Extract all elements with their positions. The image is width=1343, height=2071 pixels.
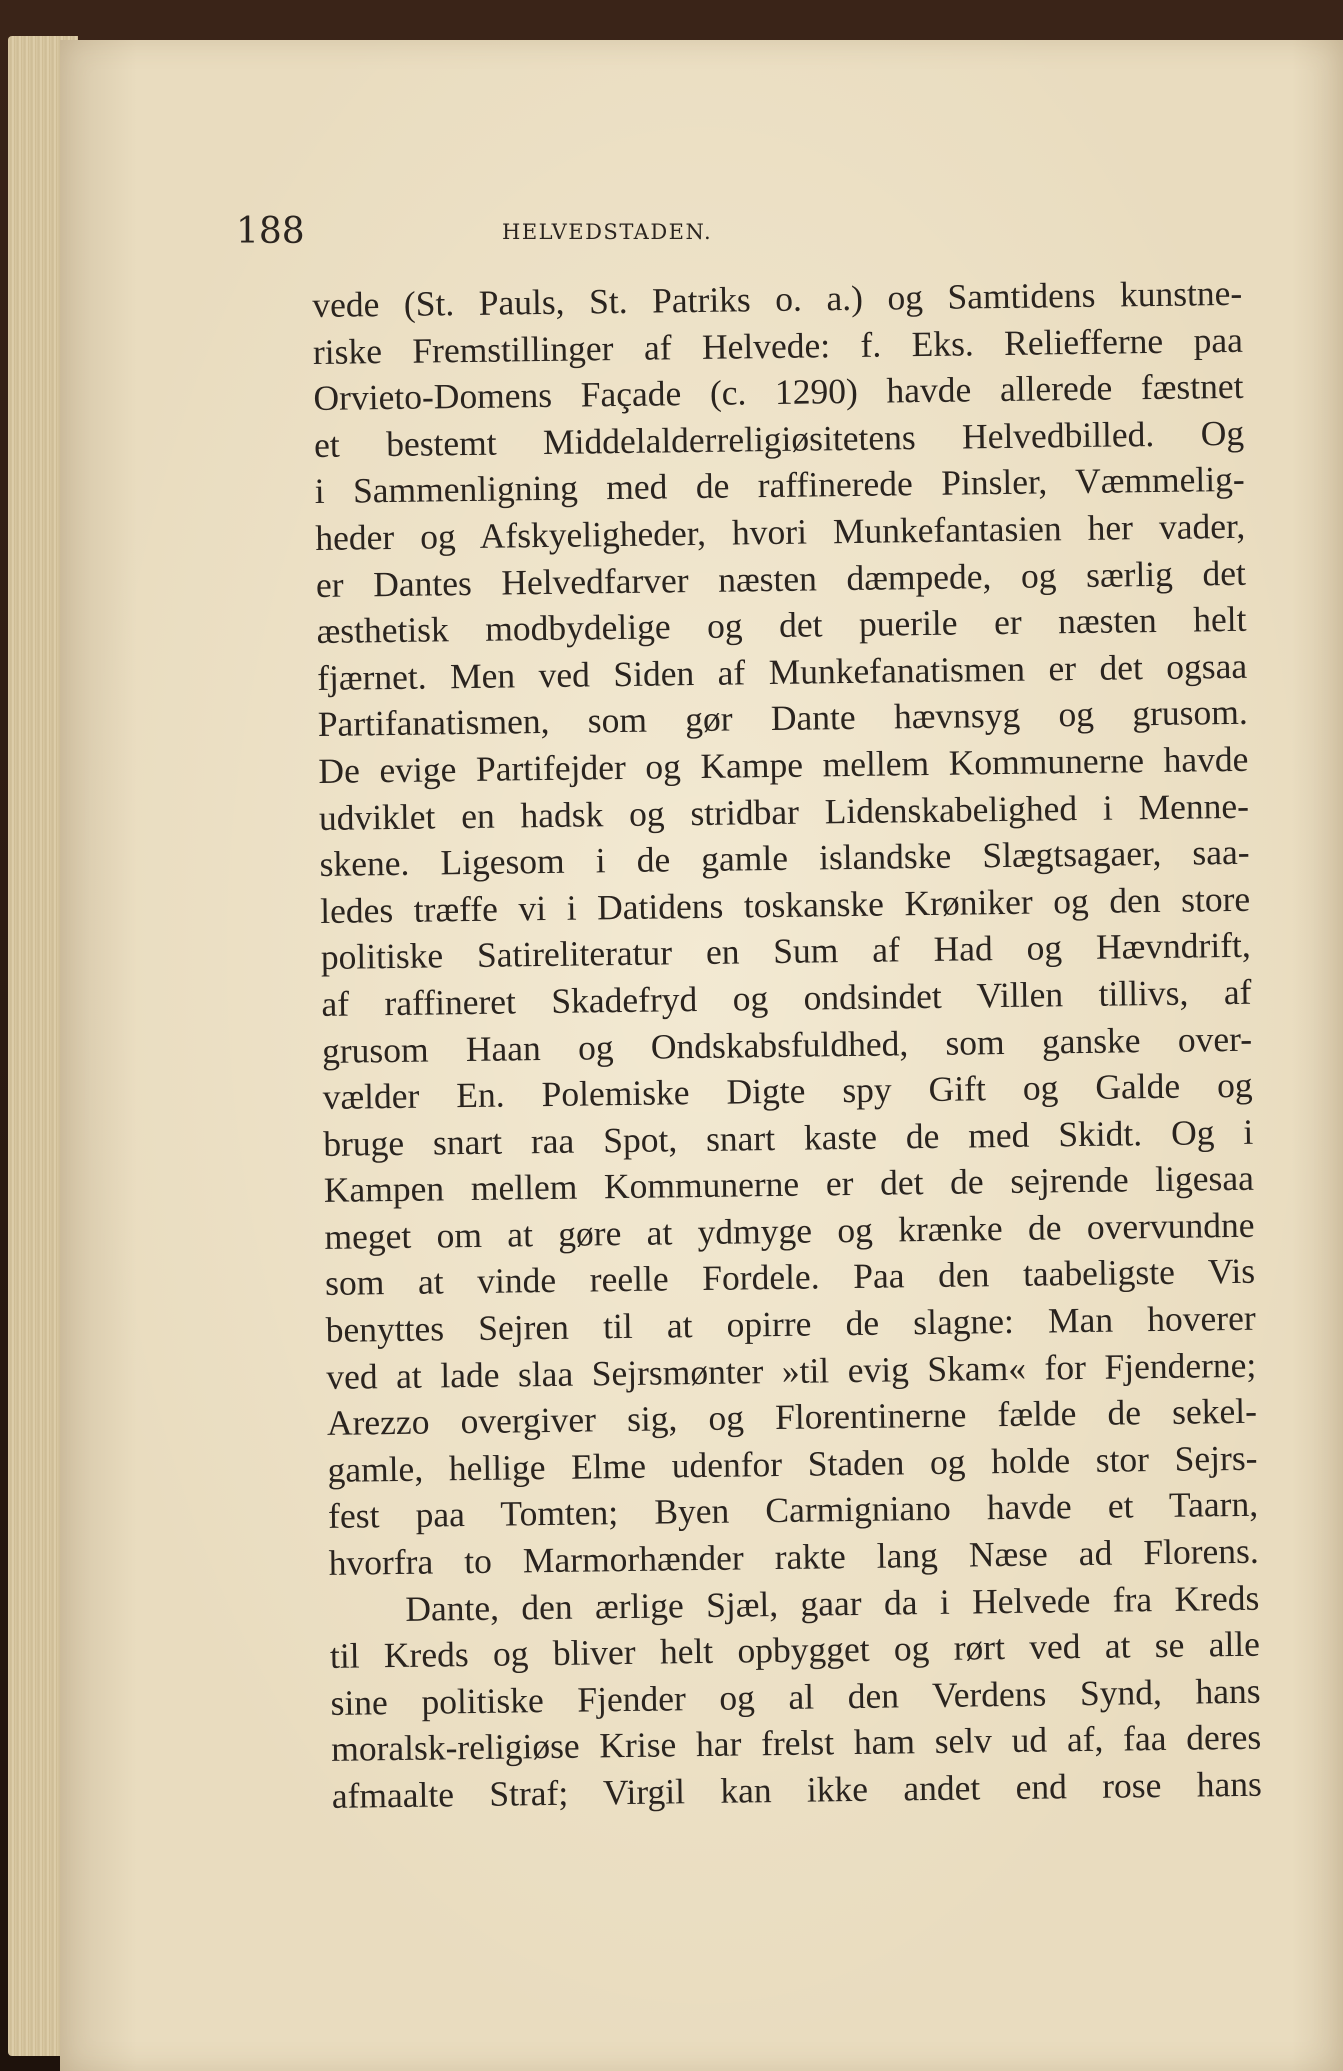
text-line: ledes træffe vi i Datidens toskanske Krøniker og den store [319, 878, 1251, 931]
text-line: bruge snart raa Spot, snart kaste de med Skidt. Og i [323, 1111, 1254, 1164]
text-line: af raffineret Skadefryd og ondsindet Villen tillivs, af [321, 971, 1252, 1024]
text-line: politiske Satireliteratur en Sum af Had og Hævndrift, [320, 925, 1252, 978]
text-line: meget om at gøre at ydmyge og krænke de overvundne [324, 1204, 1255, 1257]
running-head: HELVEDSTADEN. [502, 220, 713, 244]
text-line: et bestemt Middelalderreligiøsitetens Helvedbilled. Og [313, 412, 1245, 465]
text-line: vælder En. Polemiske Digte spy Gift og Galde og [322, 1064, 1253, 1118]
text-line: skene. Ligesom i de gamle islandske Slægtsagaer, saa- [319, 831, 1250, 885]
text-line: fest paa Tomten; Byen Carmigniano havde et Taarn, [327, 1484, 1259, 1537]
text-line: fjærnet. Men ved Siden af Munkefanatismen er det ogsaa [316, 645, 1248, 698]
text-line: riske Fremstillinger af Helvede: f. Eks. Reliefferne paa [312, 319, 1244, 372]
text-line: benyttes Sejren til at opirre de slagne: Man hoverer [325, 1297, 1256, 1350]
page-header [236, 208, 896, 256]
text-line: Kampen mellem Kommunerne er det de sejrende ligesaa [323, 1158, 1255, 1211]
text-line: vede (St. Pauls, St. Patriks o. a.) og Samtidens kunstne- [312, 272, 1243, 325]
page-number: 188 [236, 211, 305, 252]
text-line: i Sammenligning med de raffinerede Pinsler, Væmmelig- [314, 459, 1245, 512]
body-text [312, 270, 1262, 1820]
text-line: udviklet en hadsk og stridbar Lidenskabelighed i Menne- [318, 785, 1250, 838]
text-line: som at vinde reelle Fordele. Paa den taabeligste Vis [324, 1251, 1256, 1304]
text-line: moralsk-religiøse Krise har frelst ham selv ud af, faa deres [330, 1717, 1262, 1770]
text-line: Partifanatismen, som gør Dante hævnsyg og grusom. [317, 692, 1248, 745]
text-line: De evige Partifejder og Kampe mellem Kommunerne havde [318, 738, 1249, 791]
text-line: ved at lade slaa Sejrsmønter »til evig Skam« for Fjenderne; [326, 1344, 1257, 1397]
text-line: heder og Afskyeligheder, hvori Munkefantasien her vader, [315, 505, 1246, 558]
text-line: er Dantes Helvedfarver næsten dæmpede, og særlig det [315, 552, 1247, 605]
text-line: sine politiske Fjender og al den Verdens Synd, hans [330, 1670, 1261, 1723]
text-line: Arezzo overgiver sig, og Florentinerne fælde de sekel- [326, 1390, 1258, 1444]
text-line: til Kreds og bliver helt opbygget og rørt ved at se alle [329, 1623, 1261, 1677]
text-line: æsthetisk modbydelige og det puerile er næsten helt [316, 598, 1247, 652]
text-line: Dante, den ærlige Sjæl, gaar da i Helvede fra Kreds [405, 1577, 1260, 1629]
text-line: gamle, hellige Elme udenfor Staden og holde stor Sejrs- [327, 1437, 1258, 1490]
text-line: grusom Haan og Ondskabsfuldhed, som ganske over- [321, 1018, 1253, 1071]
text-line: afmaalte Straf; Virgil kan ikke andet end rose hans [331, 1763, 1262, 1816]
text-line: Orvieto-Domens Façade (c. 1290) havde allerede fæstnet [313, 366, 1244, 419]
text-line: hvorfra to Marmorhænder rakte lang Næse ad Florens. [328, 1530, 1259, 1583]
